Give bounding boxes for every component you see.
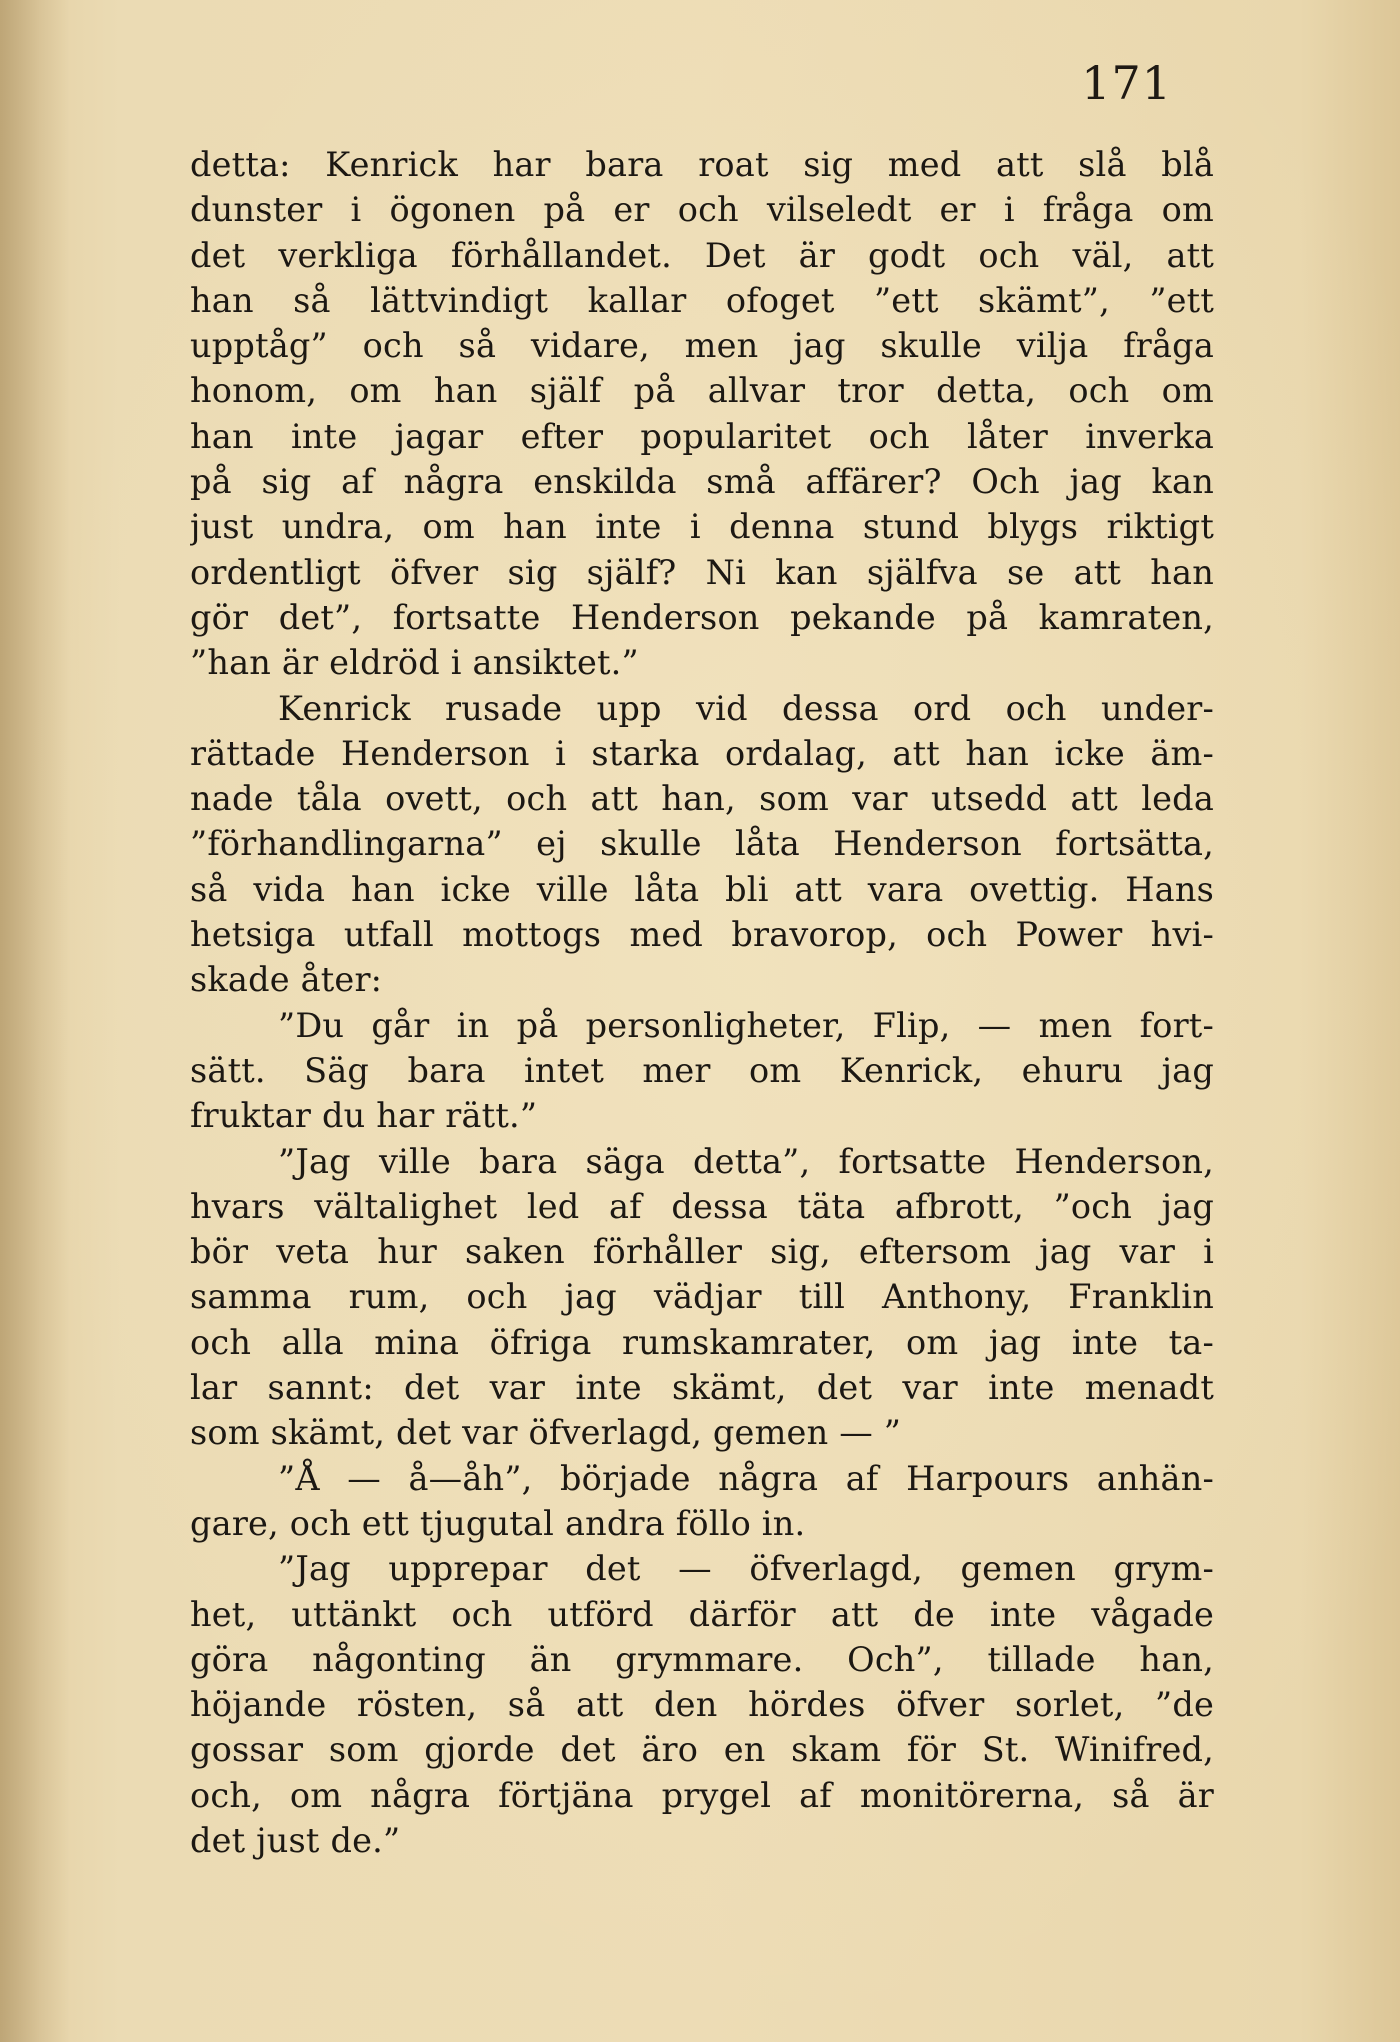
text-line: samma rum, och jag vädjar till Anthony, Franklin [190, 1277, 1214, 1317]
text-line: rättade Henderson i starka ordalag, att han icke äm- [190, 733, 1214, 773]
text-line: det just de.” [190, 1820, 401, 1860]
text-line: ordentligt öfver sig själf? Ni kan själfva se att han [190, 552, 1214, 592]
text-line: ”han är eldröd i ansiktet.” [190, 643, 639, 683]
text-line: höjande rösten, så att den hördes öfver sorlet, ”de [190, 1685, 1214, 1725]
text-line: detta: Kenrick har bara roat sig med att slå blå [190, 145, 1214, 184]
text-line: Kenrick rusade upp vid dessa ord och under- [278, 688, 1214, 728]
text-line: just undra, om han inte i denna stund blygs riktigt [190, 507, 1214, 547]
text-line: sätt. Säg bara intet mer om Kenrick, ehuru jag [190, 1050, 1214, 1090]
page-gutter-shadow [0, 0, 70, 2042]
text-line: ”förhandlingarna” ej skulle låta Henderson fortsätta, [190, 824, 1214, 864]
text-line: gossar som gjorde det äro en skam för St. Winifred, [190, 1730, 1214, 1770]
text-line: bör veta hur saken förhåller sig, eftersom jag var i [190, 1232, 1214, 1272]
text-line: het, uttänkt och utförd därför att de inte vågade [190, 1594, 1214, 1634]
text-line: han så lättvindigt kallar ofoget ”ett skämt”, ”ett [190, 280, 1214, 320]
text-line: ”Du går in på personligheter, Flip, — men fort- [278, 1005, 1214, 1045]
text-line: fruktar du har rätt.” [190, 1096, 538, 1136]
text-line: gör det”, fortsatte Henderson pekande på kamraten, [190, 597, 1214, 637]
text-line: gare, och ett tjugutal andra föllo in. [190, 1503, 806, 1543]
text-line: dunster i ögonen på er och vilseledt er i fråga om [190, 190, 1214, 230]
text-line: upptåg” och så vidare, men jag skulle vilja fråga [190, 326, 1214, 366]
text-line: ”Jag ville bara säga detta”, fortsatte Henderson, [278, 1141, 1214, 1181]
text-line: på sig af några enskilda små affärer? Och jag kan [190, 462, 1214, 502]
text-line: nade tåla ovett, och att han, som var utsedd att leda [190, 779, 1214, 819]
text-line: hvars vältalighet led af dessa täta afbrott, ”och jag [190, 1186, 1214, 1226]
page-number: 171 [1081, 56, 1172, 110]
text-line: ”Jag upprepar det — öfverlagd, gemen grym- [278, 1549, 1214, 1589]
text-line: så vida han icke ville låta bli att vara ovettig. Hans [190, 869, 1214, 909]
text-line: och alla mina öfriga rumskamrater, om jag inte ta- [190, 1322, 1214, 1362]
text-line: lar sannt: det var inte skämt, det var inte menadt [190, 1368, 1214, 1408]
text-line: det verkliga förhållandet. Det är godt och väl, att [190, 235, 1214, 275]
text-line: ”Å — å—åh”, började några af Harpours anhän- [278, 1458, 1214, 1498]
text-line: göra någonting än grymmare. Och”, tillade han, [190, 1639, 1214, 1679]
text-line: honom, om han själf på allvar tror detta, och om [190, 371, 1214, 411]
body-text [190, 142, 1214, 1863]
text-line: han inte jagar efter popularitet och låter inverka [190, 416, 1214, 456]
text-line: skade åter: [190, 960, 383, 1000]
text-line: och, om några förtjäna prygel af monitörerna, så är [190, 1775, 1214, 1815]
text-line: som skämt, det var öfverlagd, gemen — ” [190, 1413, 902, 1453]
text-line: hetsiga utfall mottogs med bravorop, och Power hvi- [190, 915, 1214, 955]
